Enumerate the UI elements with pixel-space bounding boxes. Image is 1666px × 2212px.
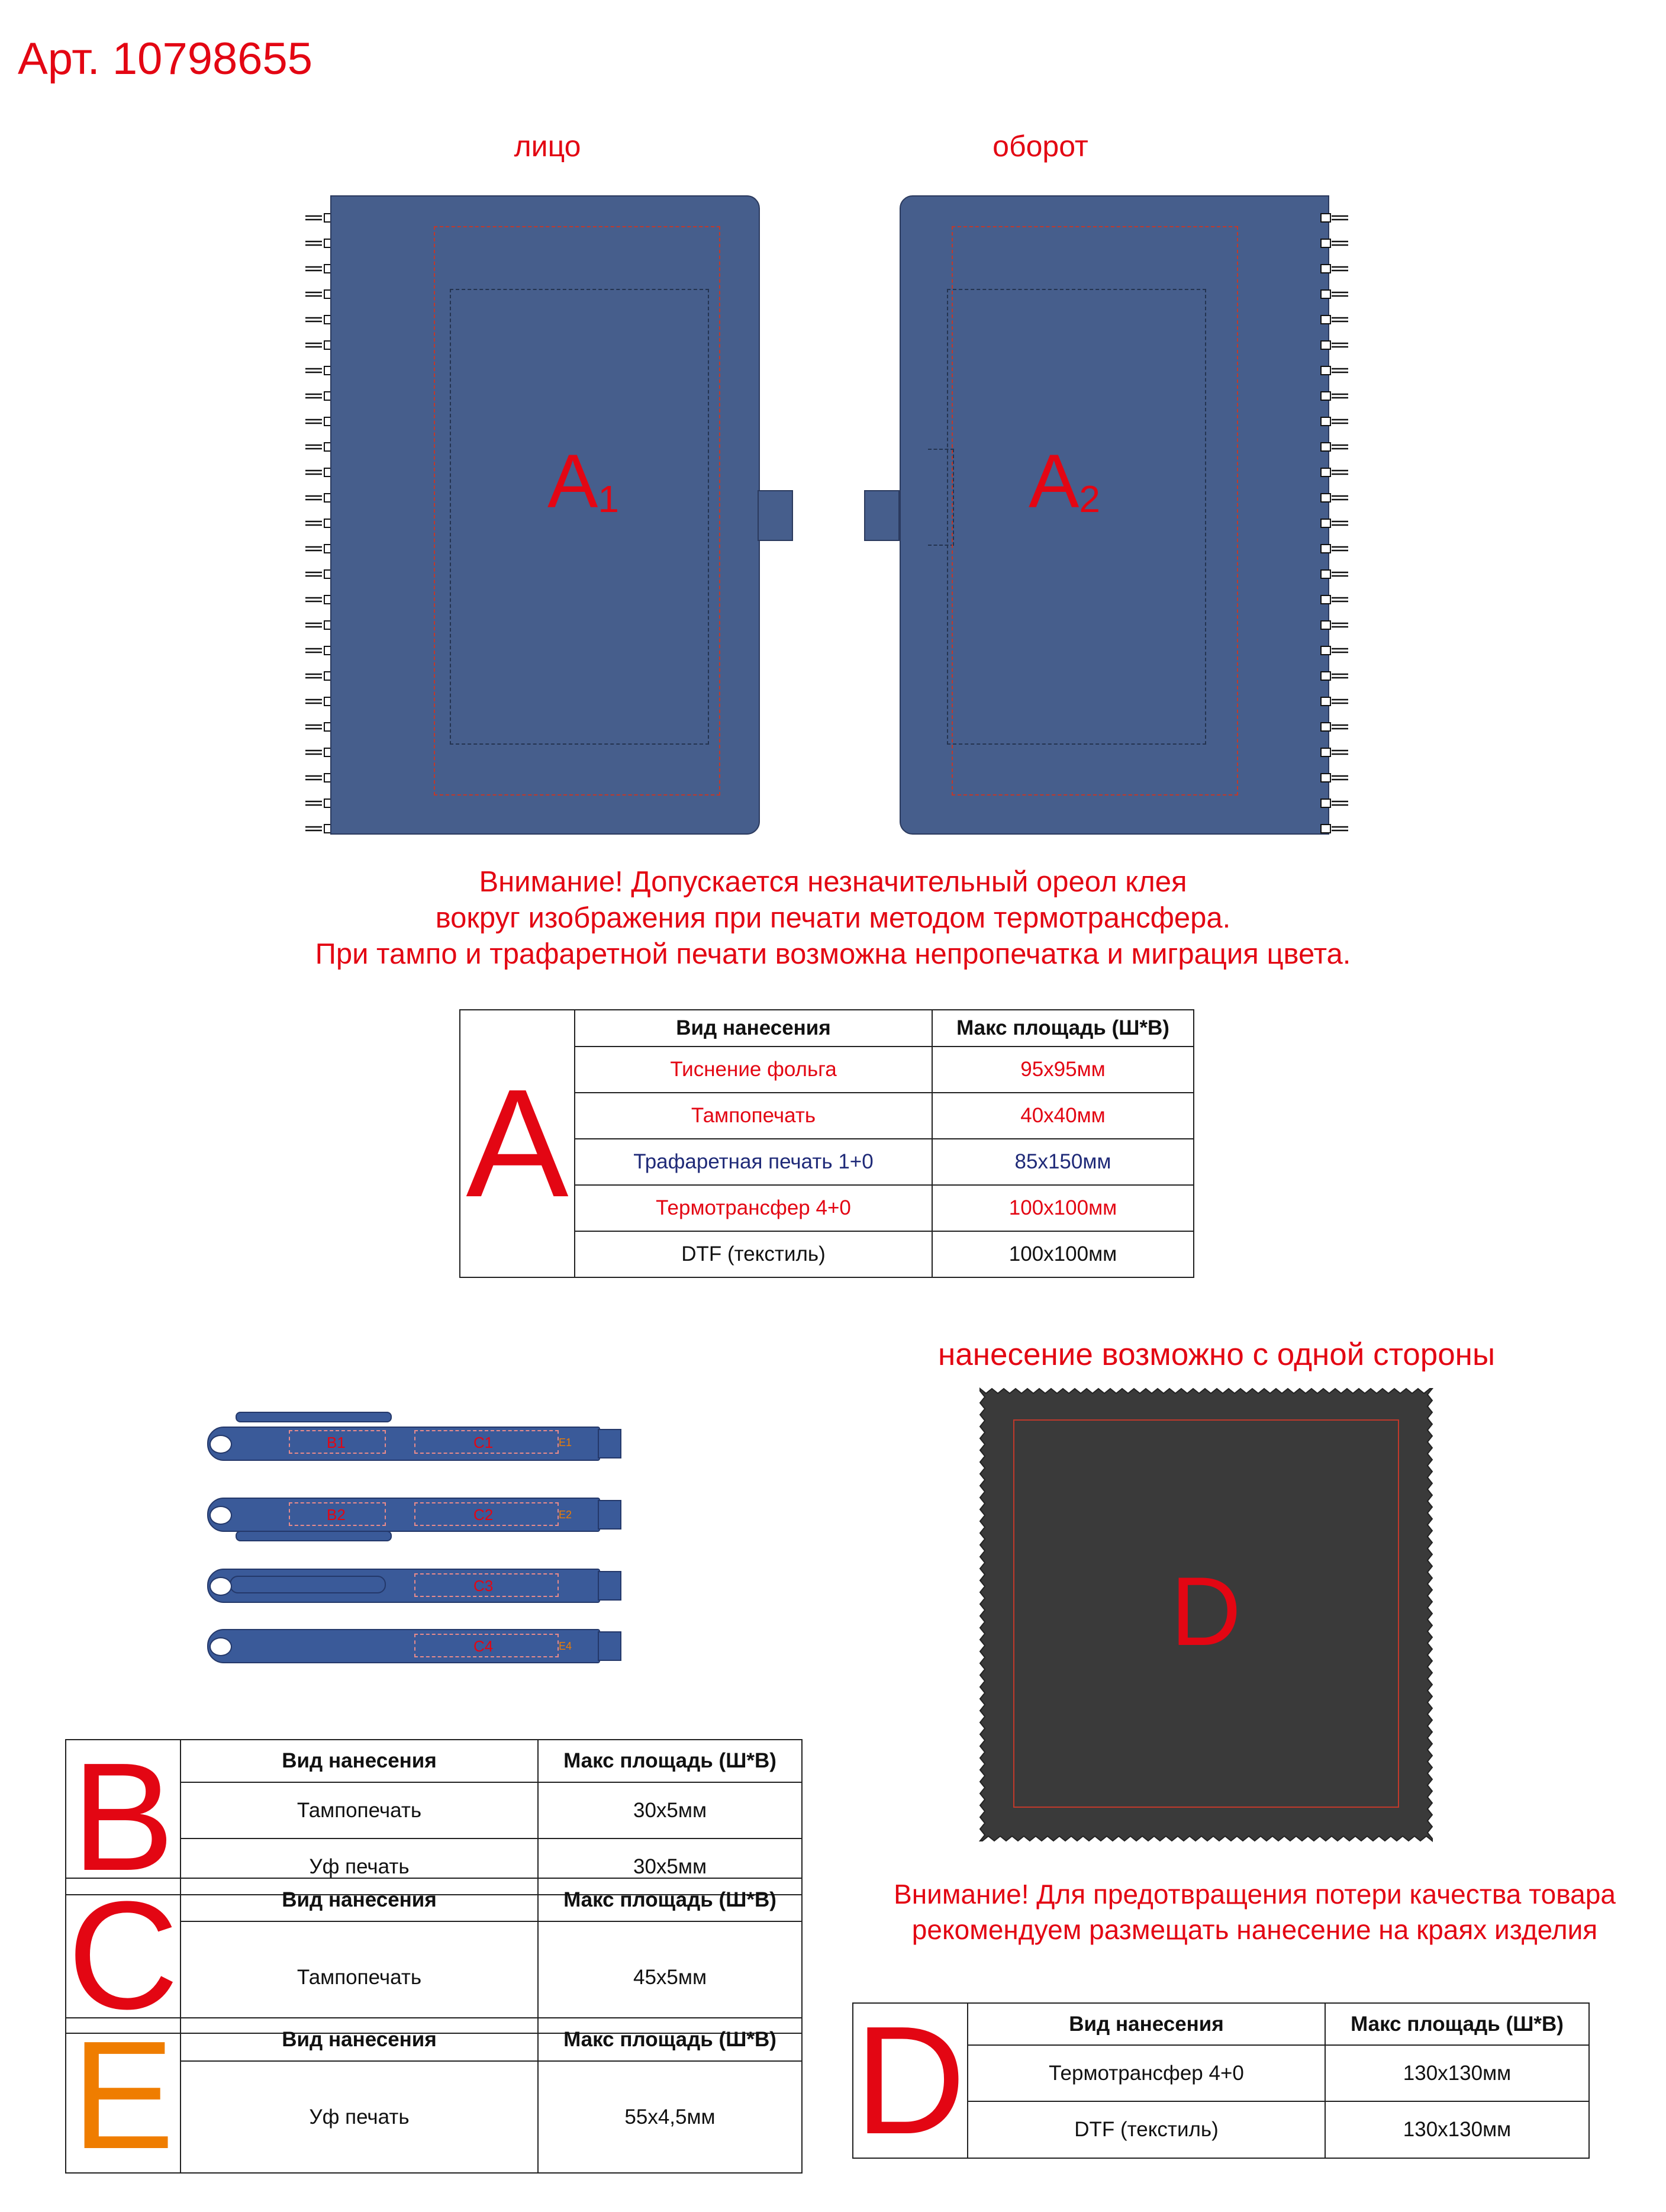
pen-tip (210, 1577, 232, 1596)
spiral-ring (1321, 239, 1348, 247)
spiral-ring (1321, 290, 1348, 298)
zone-c1-label: C1 (473, 1434, 494, 1451)
pen-clip (236, 1531, 392, 1541)
spiral-ring (305, 468, 334, 476)
table-c-method: Тампопечать (181, 1921, 538, 2033)
spiral-ring (1321, 443, 1348, 451)
spiral-ring (305, 239, 334, 247)
elastic-tab-front (758, 490, 793, 541)
spiral-ring (1321, 799, 1348, 807)
pen-tip (210, 1435, 232, 1454)
table-a-area: 85х150мм (932, 1139, 1194, 1185)
spiral-ring (305, 621, 334, 629)
pen-group (201, 1403, 663, 1657)
table-a-area: 95х95мм (932, 1047, 1194, 1093)
table-a-method: DTF (текстиль) (575, 1231, 932, 1277)
spiral-ring (1321, 570, 1348, 578)
spiral-ring (305, 799, 334, 807)
spiral-ring (305, 723, 334, 731)
spiral-ring (1321, 748, 1348, 756)
table-b-method: Уф печать (181, 1838, 538, 1895)
table-b-header-area: Макс площадь (Ш*В) (538, 1740, 802, 1782)
table-e-header-area: Макс площадь (Ш*В) (538, 2018, 802, 2061)
article-number: Арт. 10798655 (18, 34, 313, 84)
spiral-ring (1321, 646, 1348, 655)
spiral-ring (305, 672, 334, 680)
zone-e1-label: E1 (559, 1437, 572, 1448)
pen-2 (201, 1498, 663, 1533)
table-e-header-method: Вид нанесения (181, 2018, 538, 2061)
table-b-area: 30х5мм (538, 1782, 802, 1838)
table-d (852, 1995, 1590, 2166)
spiral-ring (305, 697, 334, 706)
spiral-ring (305, 748, 334, 756)
notice-top-line-1: Внимание! Допускается незначительный ореол клея (479, 866, 1187, 898)
zone-a2-label: $A_2$ (1029, 439, 1100, 524)
spiral-ring (1321, 366, 1348, 375)
spiral-ring (1321, 519, 1348, 527)
table-a (459, 1009, 1194, 1278)
zone-b1-label: B1 (327, 1434, 346, 1451)
pen-tip (210, 1506, 232, 1525)
spiral-ring (305, 417, 334, 426)
zone-d-label: D (1171, 1557, 1242, 1666)
elastic-tab-back (864, 490, 900, 541)
table-b-header-method: Вид нанесения (181, 1740, 538, 1782)
spiral-ring (1321, 672, 1348, 680)
table-e-method: Уф печать (181, 2061, 538, 2173)
notebook-front (302, 195, 793, 835)
table-a-method: Термотрансфер 4+0 (575, 1185, 932, 1231)
table-a-method: Трафаретная печать 1+0 (575, 1139, 932, 1185)
spiral-ring (305, 341, 334, 349)
table-e (65, 2010, 803, 2181)
table-a-method: Тампопечать (575, 1093, 932, 1139)
pen-4 (201, 1629, 663, 1664)
spiral-ring (305, 646, 334, 655)
zone-c3-label: C3 (473, 1577, 494, 1595)
table-a-letter: A (460, 1010, 575, 1277)
spiral-ring (1321, 595, 1348, 604)
front-label: лицо (514, 130, 581, 163)
table-a-method: Тиснение фольга (575, 1047, 932, 1093)
pen-clip (236, 1412, 392, 1422)
table-d-area: 130х130мм (1325, 2045, 1589, 2101)
table-d-letter: D (853, 2003, 968, 2158)
spiral-ring (305, 315, 334, 324)
spiral-ring (305, 443, 334, 451)
notebook-back (864, 195, 1361, 835)
spiral-ring (1321, 214, 1348, 222)
cloth-caption: нанесение возможно с одной стороны (938, 1337, 1496, 1372)
spiral-ring (305, 366, 334, 375)
notice-top (0, 864, 1666, 973)
pen-cap-end (598, 1571, 621, 1601)
notice-top-line-2: вокруг изображения при печати методом термотрансфера. (435, 902, 1231, 934)
spiral-ring (1321, 468, 1348, 476)
zone-e4-label: E4 (559, 1640, 572, 1652)
pen-cap-end (598, 1631, 621, 1661)
table-d-header-method: Вид нанесения (968, 2003, 1325, 2045)
pen-grip (230, 1576, 386, 1593)
table-d-header-area: Макс площадь (Ш*В) (1325, 2003, 1589, 2045)
table-c-header-area: Макс площадь (Ш*В) (538, 1878, 802, 1921)
table-a-area: 100х100мм (932, 1231, 1194, 1277)
spiral-binding-right (1298, 195, 1352, 835)
spiral-ring (1321, 545, 1348, 553)
spiral-ring (305, 392, 334, 400)
spiral-ring (305, 519, 334, 527)
zone-a1-label: $A_1$ (547, 439, 619, 524)
notice-cloth-line-1: Внимание! Для предотвращения потери качества товара (894, 1879, 1616, 1910)
table-c-area: 45х5мм (538, 1921, 802, 2033)
notice-cloth (852, 1876, 1657, 1947)
spiral-ring (305, 570, 334, 578)
spiral-ring (305, 545, 334, 553)
table-e-letter: E (66, 2018, 181, 2173)
notice-top-line-3: При тампо и трафаретной печати возможна непропечатка и миграция цвета. (315, 938, 1351, 970)
table-c-header-method: Вид нанесения (181, 1878, 538, 1921)
table-d-method: Термотрансфер 4+0 (968, 2045, 1325, 2101)
table-d-area: 130х130мм (1325, 2101, 1589, 2158)
table-a-header-area: Макс площадь (Ш*В) (932, 1010, 1194, 1047)
zone-c2-label: C2 (473, 1506, 494, 1524)
table-e-area: 55х4,5мм (538, 2061, 802, 2173)
spiral-ring (1321, 494, 1348, 502)
back-label: оборот (992, 130, 1088, 163)
table-b-letter: B (66, 1740, 181, 1895)
spiral-ring (1321, 265, 1348, 273)
spiral-ring (1321, 315, 1348, 324)
spiral-ring (1321, 774, 1348, 782)
table-a-area: 100х100мм (932, 1185, 1194, 1231)
spiral-ring (1321, 723, 1348, 731)
spiral-ring (305, 290, 334, 298)
pen-cap-end (598, 1500, 621, 1530)
pen-1 (201, 1427, 663, 1462)
spiral-ring (305, 265, 334, 273)
notice-cloth-line-2: рекомендуем размещать нанесение на краях изделия (911, 1914, 1598, 1945)
spiral-ring (1321, 825, 1348, 833)
table-d-method: DTF (текстиль) (968, 2101, 1325, 2158)
spiral-ring (1321, 392, 1348, 400)
spiral-ring (1321, 697, 1348, 706)
table-a-header-method: Вид нанесения (575, 1010, 932, 1047)
spiral-ring (305, 214, 334, 222)
spiral-ring (1321, 621, 1348, 629)
zone-c4-label: C4 (473, 1637, 494, 1655)
spiral-ring (305, 494, 334, 502)
pen-3 (201, 1569, 663, 1604)
table-c (65, 1870, 803, 2042)
table-b-method: Тампопечать (181, 1782, 538, 1838)
spiral-ring (1321, 341, 1348, 349)
spiral-ring (305, 595, 334, 604)
pen-cap-end (598, 1429, 621, 1458)
table-a-area: 40х40мм (932, 1093, 1194, 1139)
spiral-ring (1321, 417, 1348, 426)
spiral-ring (305, 825, 334, 833)
zone-b2-label: B2 (327, 1506, 346, 1524)
table-b-area: 30х5мм (538, 1838, 802, 1895)
table-c-letter: C (66, 1878, 181, 2033)
spiral-ring (305, 774, 334, 782)
zone-e2-label: E2 (559, 1509, 572, 1521)
pen-tip (210, 1637, 232, 1656)
